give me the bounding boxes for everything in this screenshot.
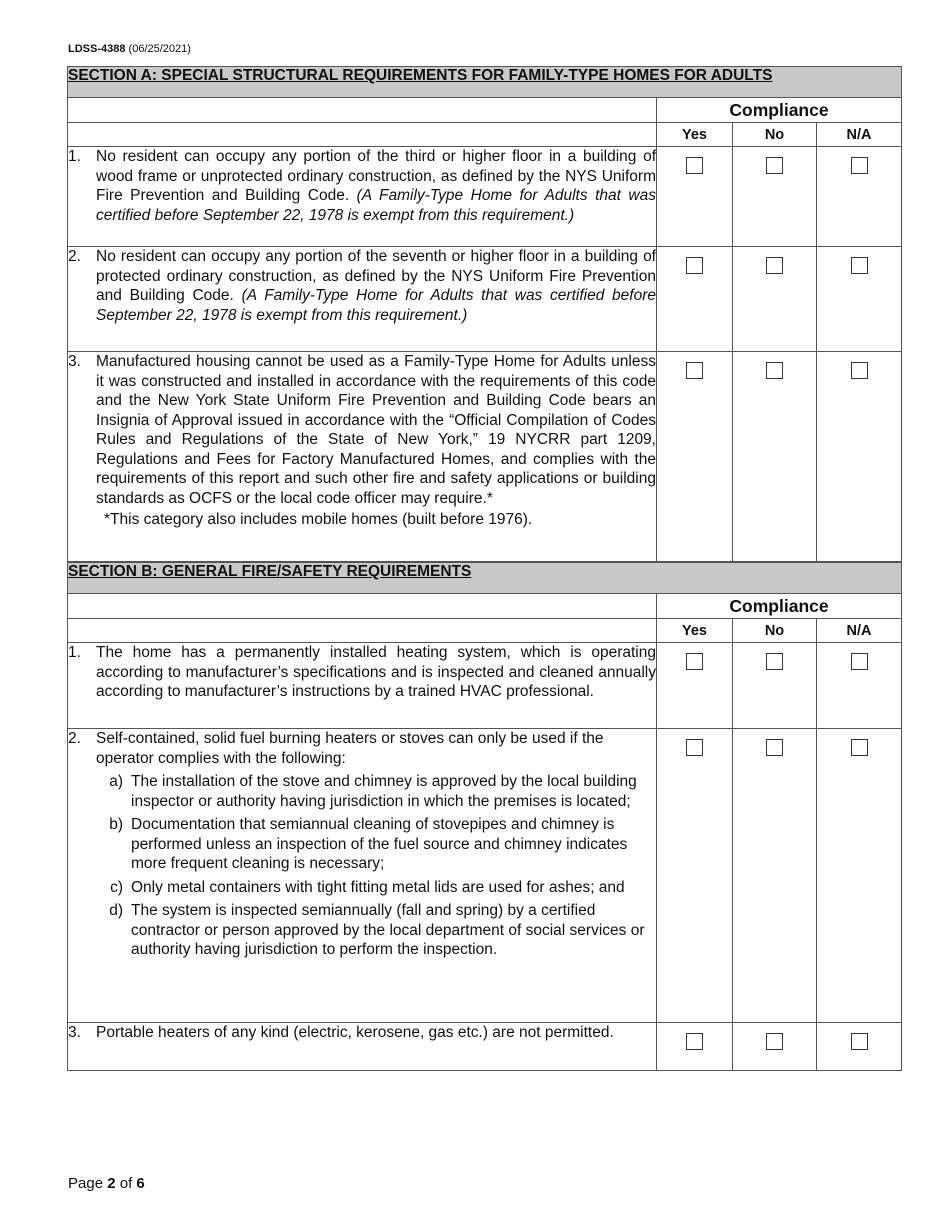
form-date: (06/25/2021) xyxy=(128,43,191,55)
sub-item-letter: c) xyxy=(110,878,123,896)
current-page: 2 xyxy=(107,1175,116,1192)
sub-item-text: The installation of the stove and chimney is approved by the local building inspector or authority having jurisdiction in which the premises is located; xyxy=(131,773,637,810)
item-number: 1. xyxy=(68,644,81,661)
item-exemption: (A Family-Type Home for Adults that was certified before September 22, 1978 is exempt from this requirement.) xyxy=(96,187,656,224)
form-number: LDSS-4388 xyxy=(68,43,126,55)
requirement-row xyxy=(68,643,902,729)
yes-checkbox[interactable] xyxy=(686,257,703,274)
requirement-row xyxy=(68,1023,902,1071)
na-column-header: N/A xyxy=(817,123,902,147)
sub-item-letter: a) xyxy=(109,773,123,790)
yes-checkbox[interactable] xyxy=(686,653,703,670)
no-checkbox[interactable] xyxy=(766,157,783,174)
na-checkbox[interactable] xyxy=(851,739,868,756)
no-checkbox[interactable] xyxy=(766,653,783,670)
item-text: Manufactured housing cannot be used as a Family-Type Home for Adults unless it was constructed and installed in accordance with the requirements of this code and the New York State Uniform Fire Prevention and Building Code bears an Insignia of Approval issued in accordance with the “Official Compilation of Codes Rules and Regulations of the State of New York,” 19 NYCRR part 1209, Regulations and Fees for Factory Manufactured Homes, and complies with the requirements of this report and such other fire and safety applications or building standards as OCFS or the local code officer may require.* xyxy=(96,353,656,507)
yes-checkbox[interactable] xyxy=(686,1033,703,1050)
na-checkbox[interactable] xyxy=(851,362,868,379)
no-column-header: No xyxy=(733,123,817,147)
sub-item xyxy=(68,815,656,874)
page-number xyxy=(68,1175,145,1192)
item-exemption: (A Family-Type Home for Adults that was certified before September 22, 1978 is exempt from this requirement.) xyxy=(96,287,656,324)
requirement-row xyxy=(68,352,902,562)
item-text: The home has a permanently installed heating system, which is operating according to manufacturer’s specifications and is inspected and cleaned annually according to manufacturer’s instructions by a trained HVAC professional. xyxy=(96,644,656,700)
yes-column-header: Yes xyxy=(657,123,733,147)
item-text: No resident can occupy any portion of the seventh or higher floor in a building of protected ordinary construction, as defined by the NYS Uniform Fire Prevention and Building Code. xyxy=(96,248,656,304)
sub-item-letter: d) xyxy=(109,902,123,919)
form-identifier xyxy=(68,43,191,55)
item-number: 2. xyxy=(68,248,81,265)
sub-item-text: Only metal containers with tight fitting metal lids are used for ashes; and xyxy=(131,878,625,896)
sub-item-letter: b) xyxy=(109,816,123,833)
no-checkbox[interactable] xyxy=(766,362,783,379)
sub-item xyxy=(68,901,656,960)
na-checkbox[interactable] xyxy=(851,653,868,670)
page-of-label: of xyxy=(119,1175,133,1192)
na-checkbox[interactable] xyxy=(851,1033,868,1050)
sub-item xyxy=(68,878,656,898)
no-column-header: No xyxy=(733,619,817,643)
sub-item-text: Documentation that semiannual cleaning of stovepipes and chimney is performed unless an inspection of the fuel source and chimney indicates more frequent cleaning is necessary; xyxy=(131,816,628,872)
na-checkbox[interactable] xyxy=(851,257,868,274)
yes-checkbox[interactable] xyxy=(686,362,703,379)
item-text: Portable heaters of any kind (electric, kerosene, gas etc.) are not permitted. xyxy=(96,1024,614,1041)
item-footnote: *This category also includes mobile homes (built before 1976). xyxy=(104,511,533,528)
no-checkbox[interactable] xyxy=(766,739,783,756)
section-b-title: SECTION B: GENERAL FIRE/SAFETY REQUIREMENTS xyxy=(68,563,902,594)
item-text: No resident can occupy any portion of the third or higher floor in a building of wood frame or unprotected ordinary construction, as defined by the NYS Uniform Fire Prevention and Building Code. xyxy=(96,148,656,204)
section-a-table xyxy=(67,66,902,562)
yes-checkbox[interactable] xyxy=(686,157,703,174)
yes-checkbox[interactable] xyxy=(686,739,703,756)
sub-item xyxy=(68,772,656,811)
section-b-table xyxy=(67,562,902,1071)
no-checkbox[interactable] xyxy=(766,257,783,274)
yes-column-header: Yes xyxy=(657,619,733,643)
section-a-title: SECTION A: SPECIAL STRUCTURAL REQUIREMENTS FOR FAMILY-TYPE HOMES FOR ADULTS xyxy=(68,67,902,98)
item-text: Self-contained, solid fuel burning heaters or stoves can only be used if the operator complies with the following: xyxy=(96,730,604,767)
compliance-header: Compliance xyxy=(657,98,902,123)
compliance-header: Compliance xyxy=(657,594,902,619)
item-number: 2. xyxy=(68,730,81,747)
sub-item-text: The system is inspected semiannually (fall and spring) by a certified contractor or person approved by the local department of social services or authority having jurisdiction to perform the inspection. xyxy=(131,902,645,958)
na-checkbox[interactable] xyxy=(851,157,868,174)
requirement-row xyxy=(68,147,902,247)
item-number: 3. xyxy=(68,1024,81,1041)
total-pages: 6 xyxy=(136,1175,145,1192)
item-number: 3. xyxy=(68,353,81,370)
item-number: 1. xyxy=(68,148,81,165)
page-label: Page xyxy=(68,1175,104,1192)
no-checkbox[interactable] xyxy=(766,1033,783,1050)
na-column-header: N/A xyxy=(817,619,902,643)
requirement-row xyxy=(68,729,902,1023)
requirement-row xyxy=(68,247,902,352)
